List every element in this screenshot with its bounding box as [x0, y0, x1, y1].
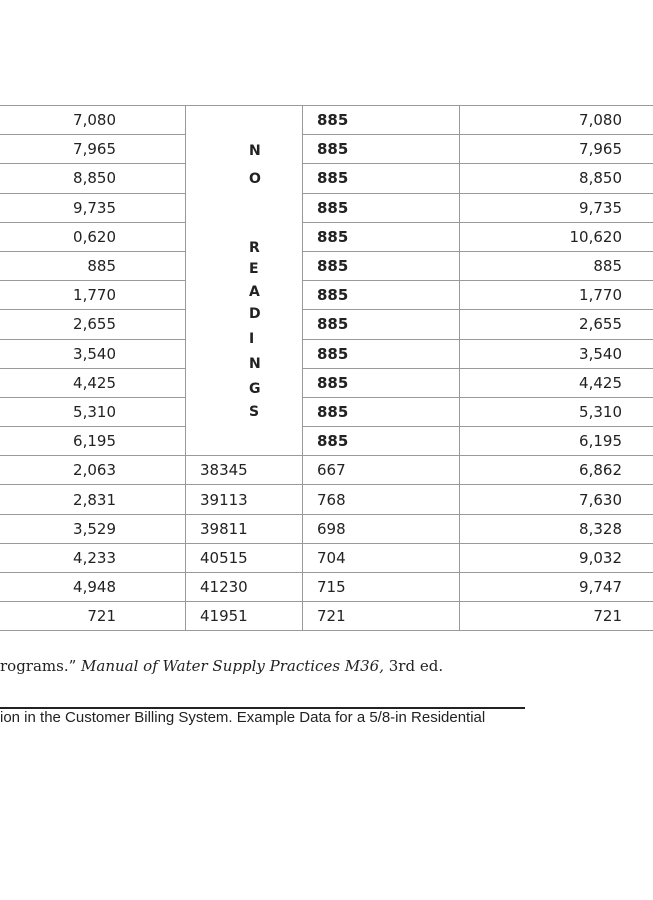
cumulative-cell: 9,747: [460, 573, 653, 602]
no-readings-letter: S: [249, 404, 260, 420]
meter-readings-table: [0, 105, 653, 631]
prior-reading-cell: 721: [0, 602, 186, 631]
source-citation: [0, 657, 443, 675]
consumption-cell: 885: [303, 135, 460, 164]
cumulative-cell: 2,655: [460, 310, 653, 339]
no-readings-letter: A: [249, 284, 260, 300]
no-readings-letter: R: [249, 240, 260, 256]
table-row: [0, 281, 653, 310]
table-row: [0, 514, 653, 543]
meter-reading-cell: 38345: [186, 456, 303, 485]
table-row: [0, 339, 653, 368]
consumption-cell: 704: [303, 543, 460, 572]
table-row: [0, 135, 653, 164]
no-readings-letter: N: [249, 356, 261, 372]
prior-reading-cell: 4,233: [0, 543, 186, 572]
no-readings-letter: D: [249, 306, 261, 322]
no-readings-letter: I: [249, 331, 255, 347]
cumulative-cell: 6,862: [460, 456, 653, 485]
consumption-cell: 698: [303, 514, 460, 543]
prior-reading-cell: 4,425: [0, 368, 186, 397]
table-row: [0, 164, 653, 193]
cumulative-cell: 8,328: [460, 514, 653, 543]
consumption-cell: 885: [303, 193, 460, 222]
cumulative-cell: 6,195: [460, 427, 653, 456]
no-readings-letter: N: [249, 143, 261, 159]
prior-reading-cell: 4,948: [0, 573, 186, 602]
consumption-cell: 885: [303, 281, 460, 310]
table-row: [0, 485, 653, 514]
prior-reading-cell: 2,831: [0, 485, 186, 514]
no-readings-letter: E: [249, 261, 259, 277]
table-row: [0, 573, 653, 602]
consumption-cell: 885: [303, 106, 460, 135]
cumulative-cell: 10,620: [460, 222, 653, 251]
table-row: [0, 193, 653, 222]
meter-reading-cell: 41230: [186, 573, 303, 602]
consumption-cell: 885: [303, 310, 460, 339]
citation-title: Manual of Water Supply Practices M36,: [81, 657, 384, 675]
consumption-cell: 885: [303, 251, 460, 280]
prior-reading-cell: 3,540: [0, 339, 186, 368]
no-readings-letter: G: [249, 381, 261, 397]
meter-reading-cell: 40515: [186, 543, 303, 572]
prior-reading-cell: 2,063: [0, 456, 186, 485]
cumulative-cell: 3,540: [460, 339, 653, 368]
prior-reading-cell: 8,850: [0, 164, 186, 193]
prior-reading-cell: 885: [0, 251, 186, 280]
table-row: [0, 251, 653, 280]
table-row: [0, 368, 653, 397]
prior-reading-cell: 1,770: [0, 281, 186, 310]
prior-reading-cell: 7,080: [0, 106, 186, 135]
consumption-cell: 885: [303, 427, 460, 456]
cumulative-cell: 9,032: [460, 543, 653, 572]
table-row: [0, 310, 653, 339]
table-row: [0, 543, 653, 572]
prior-reading-cell: 3,529: [0, 514, 186, 543]
citation-prefix: rograms.”: [0, 657, 82, 675]
prior-reading-cell: 5,310: [0, 397, 186, 426]
meter-reading-cell: 41951: [186, 602, 303, 631]
consumption-cell: 885: [303, 368, 460, 397]
table-row: [0, 427, 653, 456]
cumulative-cell: 8,850: [460, 164, 653, 193]
consumption-cell: 885: [303, 164, 460, 193]
cumulative-cell: 4,425: [460, 368, 653, 397]
cumulative-cell: 721: [460, 602, 653, 631]
cumulative-cell: 7,630: [460, 485, 653, 514]
cumulative-cell: 1,770: [460, 281, 653, 310]
table-title: ion in the Customer Billing System. Example Data for a 5/8-in Residential: [0, 709, 486, 726]
prior-reading-cell: 7,965: [0, 135, 186, 164]
table-row: [0, 106, 653, 135]
consumption-cell: 885: [303, 397, 460, 426]
table-row: [0, 602, 653, 631]
no-readings-label: [200, 106, 302, 446]
consumption-cell: 715: [303, 573, 460, 602]
cumulative-cell: 885: [460, 251, 653, 280]
consumption-cell: 885: [303, 339, 460, 368]
prior-reading-cell: 6,195: [0, 427, 186, 456]
cumulative-cell: 9,735: [460, 193, 653, 222]
cumulative-cell: 7,965: [460, 135, 653, 164]
table-row: [0, 456, 653, 485]
cumulative-cell: 7,080: [460, 106, 653, 135]
cumulative-cell: 5,310: [460, 397, 653, 426]
consumption-cell: 667: [303, 456, 460, 485]
meter-reading-cell: 39811: [186, 514, 303, 543]
table-row: [0, 222, 653, 251]
consumption-cell: 768: [303, 485, 460, 514]
consumption-cell: 885: [303, 222, 460, 251]
consumption-cell: 721: [303, 602, 460, 631]
no-readings-cell: [186, 106, 303, 456]
meter-reading-cell: 39113: [186, 485, 303, 514]
citation-suffix: 3rd ed.: [384, 657, 444, 675]
no-readings-letter: O: [249, 171, 261, 187]
prior-reading-cell: 9,735: [0, 193, 186, 222]
table-row: [0, 397, 653, 426]
prior-reading-cell: 2,655: [0, 310, 186, 339]
prior-reading-cell: 0,620: [0, 222, 186, 251]
